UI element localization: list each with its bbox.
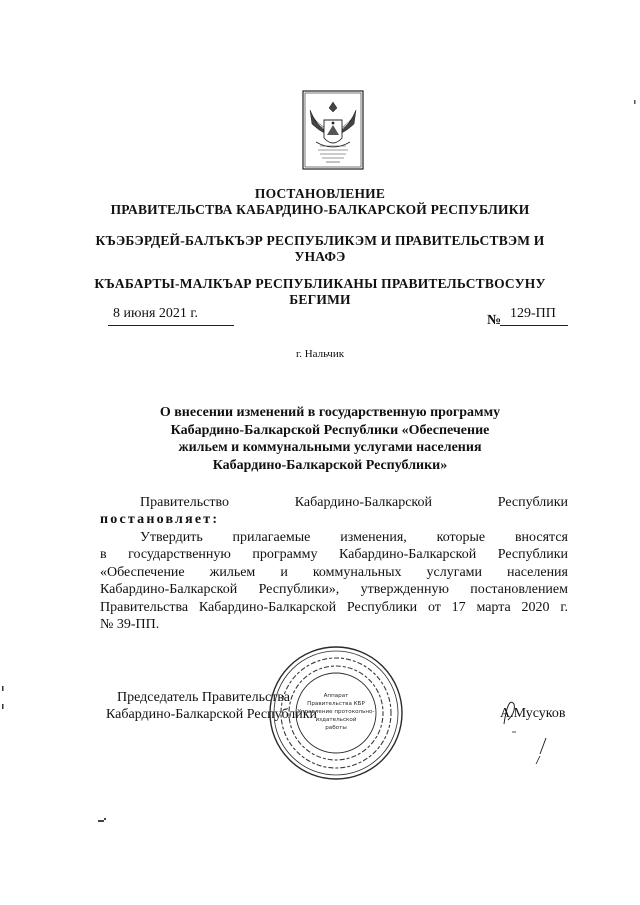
number-underline [500,325,568,326]
handwritten-signature [490,690,570,770]
body-line: Правительство Кабардино-Балкарской Республики [140,495,568,510]
seal-inner-line: Управление протокольно- [297,709,375,715]
title-line: О внесении изменений в государственную программу [159,405,501,420]
title-line: Кабардино-Балкарской Республики «Обеспечение [170,422,490,438]
seal-inner-line: работы [325,725,347,731]
seal-inner-line: издательской [315,717,357,723]
body-line: в государственную программу Кабардино-Балкарской Республики [100,547,568,562]
kabardian-heading-line1: КЪЭБЭРДЕЙ-БАЛЪКЪЭР РЕСПУБЛИКЭМ И ПРАВИТЕЛЬСТВЭМ И [95,233,545,248]
seal-inner-line: Аппарат [323,693,349,699]
document-date: 8 июня 2021 г. [113,306,199,321]
body-line: Кабардино-Балкарской Республики», утвержденную постановлением [100,582,568,597]
signatory-position-line1: Председатель Правительства [117,690,290,705]
decree-keyword: постановляет: [100,512,220,527]
body-line: Правительства Кабардино-Балкарской Республики от 17 марта 2020 г. [100,600,568,615]
body-line: Утвердить прилагаемые изменения, которые вносятся [140,530,568,545]
date-underline [108,325,234,326]
title-line: жильем и коммунальными услугами населения [178,440,482,455]
signatory-name: А.Мусуков [500,706,566,721]
signatory-position-line2: Кабардино-Балкарской Республики [106,707,317,722]
issuer-heading: ПРАВИТЕЛЬСТВА КАБАРДИНО-БАЛКАРСКОЙ РЕСПУБЛИКИ [110,202,530,217]
title-line: Кабардино-Балкарской Республики» [212,457,448,473]
balkar-heading-line2: БЕГИМИ [289,292,351,307]
seal-inner-line: Правительства КБР [307,701,365,707]
official-seal-stamp [268,645,404,781]
number-sign: № [487,313,502,328]
balkar-heading-line1: КЪАБАРТЫ-МАЛКЪАР РЕСПУБЛИКАНЫ ПРАВИТЕЛЬСТВОСУНУ [94,276,546,291]
document-number: 129-ПП [510,306,556,321]
body-line: № 39-ПП. [100,617,160,632]
kabardian-heading-line2: УНАФЭ [294,249,346,264]
body-line: «Обеспечение жильем и коммунальных услугами населения [100,565,568,580]
document-title [130,404,530,474]
document-type-heading: ПОСТАНОВЛЕНИЕ [254,186,386,201]
coat-of-arms-emblem [302,90,364,170]
city-label: г. Нальчик [295,348,345,360]
